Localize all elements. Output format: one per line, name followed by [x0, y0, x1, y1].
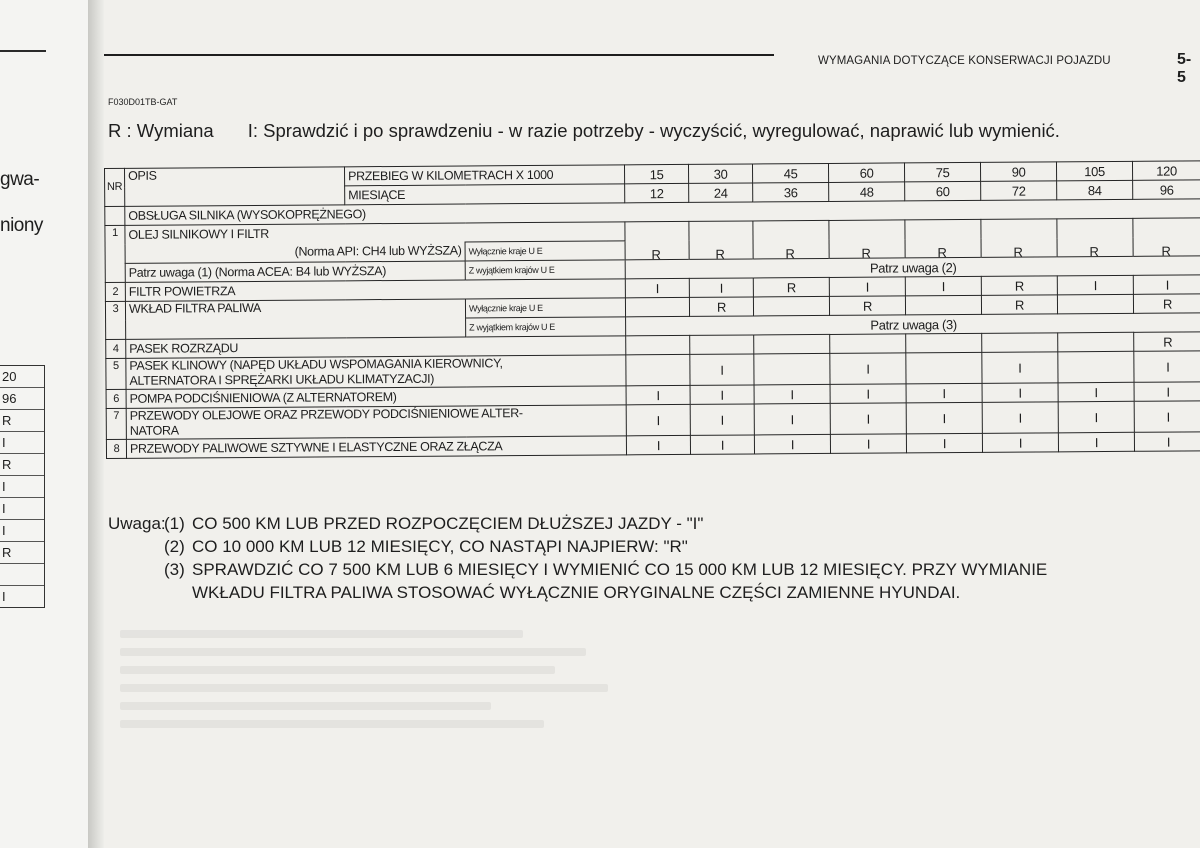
- value-cell: [626, 335, 690, 354]
- condition-label: Z wyjątkiem krajów U E: [465, 260, 625, 280]
- section-nr: [105, 206, 125, 225]
- condition-label: Z wyjątkiem krajów U E: [466, 317, 626, 337]
- adjacent-cell: R: [0, 542, 44, 564]
- value-cell: I: [906, 383, 982, 403]
- month-cell: 96: [1133, 180, 1200, 199]
- note-3: [108, 558, 1047, 581]
- value-cell: R: [651, 246, 661, 262]
- note-number: (3): [164, 560, 185, 579]
- adjacent-cell: R: [0, 454, 44, 476]
- value-cell: I: [982, 433, 1058, 453]
- row-nr: 2: [105, 282, 125, 301]
- document-code: F030D01TB-GAT: [108, 97, 178, 107]
- value-cell: I: [626, 404, 690, 435]
- row-title: WKŁAD FILTRA PALIWA: [125, 299, 465, 320]
- header-opis: OPIS: [125, 167, 345, 207]
- value-cell: I: [754, 403, 830, 435]
- value-cell: I: [754, 384, 830, 404]
- row-nr: 5: [106, 358, 126, 389]
- value-cell: [625, 297, 689, 316]
- row-title: POMPA PODCIŚNIENIOWA (Z ALTERNATOREM): [126, 386, 626, 408]
- header-rule: [104, 54, 774, 56]
- month-cell: 60: [905, 181, 981, 201]
- value-cell: I: [982, 383, 1058, 403]
- km-cell: 45: [752, 163, 828, 183]
- value-cell: I: [906, 433, 982, 453]
- km-cell: 30: [688, 164, 752, 183]
- row-subtitle: (Norma API: CH4 lub WYŻSZA): [125, 242, 465, 263]
- value-cell: I: [982, 402, 1058, 434]
- show-through-text: [120, 620, 1180, 738]
- maintenance-schedule-table: [104, 160, 1200, 459]
- value-cell: [906, 333, 982, 353]
- adjacent-page: [0, 0, 89, 848]
- header-nr: NR: [105, 168, 125, 206]
- row-nr: 7: [106, 408, 126, 439]
- value-cell: R: [829, 296, 905, 316]
- value-cell: [690, 335, 754, 354]
- adjacent-cell: I: [0, 476, 44, 498]
- value-cell: I: [1133, 275, 1200, 294]
- value-cell: I: [982, 352, 1058, 384]
- value-cell: I: [690, 435, 754, 454]
- km-cell: 75: [904, 162, 980, 182]
- value-cell: I: [689, 278, 753, 297]
- adjacent-cell: 96: [0, 388, 44, 410]
- row-nr: 1: [105, 225, 125, 282]
- value-cell: R: [861, 245, 871, 261]
- adjacent-cell: I: [0, 498, 44, 520]
- value-cell: I: [1134, 351, 1200, 382]
- value-cell: R: [937, 244, 947, 260]
- adjacent-cell: I: [0, 432, 44, 454]
- row-nr: 3: [105, 301, 125, 339]
- value-cell: R: [981, 295, 1057, 315]
- value-cell: I: [690, 404, 754, 435]
- note-span-cell: Patrz uwaga (2): [625, 256, 1200, 279]
- value-cell: I: [690, 385, 754, 404]
- running-header: WYMAGANIA DOTYCZĄCE KONSERWACJI POJAZDU: [818, 55, 1111, 67]
- adjacent-table-column: [0, 365, 45, 608]
- value-cell: R: [753, 277, 829, 297]
- value-cell: [906, 352, 982, 384]
- value-cell: [905, 295, 981, 315]
- value-cell: I: [830, 384, 906, 404]
- value-cell: [754, 353, 830, 385]
- value-cell: I: [1058, 401, 1134, 433]
- month-cell: 72: [981, 181, 1057, 201]
- book-gutter: [88, 0, 104, 848]
- month-cell: 12: [625, 183, 689, 202]
- row-title: PASEK KLINOWY (NAPĘD UKŁADU WSPOMAGANIA KIEROWNICY, ALTERNATORA I SPRĘŻARKI UKŁADU KLIMATYZACJI): [126, 355, 626, 389]
- adjacent-cell: R: [0, 410, 44, 432]
- km-cell: 120: [1132, 161, 1200, 180]
- value-cell: [626, 354, 690, 385]
- notes-block: [108, 512, 1047, 604]
- note-number: (1): [164, 514, 185, 533]
- km-cell: 90: [980, 162, 1056, 182]
- value-cell: I: [626, 435, 690, 454]
- month-cell: 24: [689, 183, 753, 202]
- value-cell: R: [689, 297, 753, 316]
- value-cell: I: [830, 403, 906, 435]
- condition-label: Wyłącznie kraje U E: [465, 298, 625, 318]
- note-text: CO 500 KM LUB PRZED ROZPOCZĘCIEM DŁUŻSZEJ JAZDY - "I": [192, 514, 704, 533]
- value-cell: I: [906, 402, 982, 434]
- note-text: SPRAWDZIĆ CO 7 500 KM LUB 6 MIESIĘCY I WYMIENIĆ CO 15 000 KM LUB 12 MIESIĘCY. PRZY WYMIANIE: [192, 560, 1048, 579]
- row-title: FILTR POWIETRZA: [125, 279, 625, 301]
- value-cell: R: [1089, 243, 1099, 259]
- row-title: PASEK ROZRZĄDU: [126, 336, 626, 358]
- adjacent-cell: I: [0, 520, 44, 542]
- adjacent-word-2: niony: [0, 215, 43, 236]
- value-cell: [754, 334, 830, 354]
- month-cell: 84: [1057, 180, 1133, 200]
- value-cell: R: [1133, 294, 1200, 313]
- value-cell: [982, 333, 1058, 353]
- value-cell: I: [1058, 432, 1134, 452]
- page-number: 5-5: [1177, 51, 1192, 86]
- legend-inspect: I: Sprawdzić i po sprawdzeniu - w razie potrzeby - wyczyścić, wyregulować, naprawić lub wymienić.: [247, 120, 1060, 141]
- km-cell: 15: [624, 164, 688, 183]
- note-2: [108, 535, 1047, 558]
- value-cell: R: [715, 246, 725, 262]
- month-cell: 48: [829, 182, 905, 202]
- month-cell: 36: [753, 182, 829, 202]
- value-cell: R: [1134, 332, 1200, 351]
- adjacent-page-rule: [0, 50, 46, 52]
- adjacent-word-1: gwa-: [0, 169, 40, 190]
- adjacent-cell: 20: [0, 366, 44, 388]
- value-cell: I: [625, 278, 689, 297]
- row-title: PRZEWODY PALIWOWE SZTYWNE I ELASTYCZNE ORAZ ZŁĄCZA: [126, 436, 626, 458]
- value-cell: I: [1058, 382, 1134, 402]
- header-km: PRZEBIEG W KILOMETRACH X 1000: [344, 165, 624, 186]
- note-text: CO 10 000 KM LUB 12 MIESIĘCY, CO NASTĄPI NAJPIERW: "R": [192, 537, 688, 556]
- value-cell: I: [754, 434, 830, 454]
- header-months: MIESIĄCE: [345, 184, 625, 205]
- value-cell: [830, 334, 906, 354]
- value-cell: R: [1161, 243, 1171, 259]
- value-cell: R: [785, 245, 795, 261]
- notes-label: Uwaga:: [108, 514, 166, 533]
- value-cell: I: [690, 354, 754, 385]
- value-cell: [1058, 332, 1134, 352]
- value-cell: I: [1134, 382, 1200, 401]
- legend-replace: R : Wymiana: [108, 120, 214, 141]
- value-cell: I: [1134, 432, 1200, 451]
- row-title: PRZEWODY OLEJOWE ORAZ PRZEWODY PODCIŚNIENIOWE ALTER- NATORA: [126, 405, 626, 439]
- km-cell: 60: [828, 163, 904, 183]
- note-1: [108, 512, 1047, 535]
- value-cell: I: [830, 353, 906, 385]
- adjacent-cell: [0, 564, 44, 586]
- row-nr: 8: [106, 439, 126, 458]
- value-cell: [753, 296, 829, 316]
- row-title: OLEJ SILNIKOWY I FILTR: [125, 222, 625, 244]
- value-cell: R: [1013, 244, 1023, 260]
- note-span-cell: Patrz uwaga (3): [626, 313, 1200, 336]
- value-cell: I: [905, 276, 981, 296]
- value-cell: I: [1057, 275, 1133, 295]
- section-title: OBSŁUGA SILNIKA (WYSOKOPRĘŻNEGO): [125, 199, 1200, 226]
- value-cell: R: [981, 276, 1057, 296]
- row-nr: 6: [106, 389, 126, 408]
- legend: [108, 120, 1060, 142]
- row-subtitle: Patrz uwaga (1) (Norma ACEA: B4 lub WYŻSZA): [125, 261, 465, 282]
- value-cell: I: [830, 434, 906, 454]
- value-cell: I: [626, 385, 690, 404]
- value-cell: I: [1134, 401, 1200, 432]
- note-number: (2): [164, 537, 185, 556]
- km-cell: 105: [1056, 161, 1132, 181]
- condition-label: Wyłącznie kraje U E: [465, 241, 625, 261]
- value-cell: I: [829, 277, 905, 297]
- adjacent-cell: I: [2, 589, 6, 604]
- note-3-continuation: WKŁADU FILTRA PALIWA STOSOWAĆ WYŁĄCZNIE ORYGINALNE CZĘŚCI ZAMIENNE HYUNDAI.: [192, 583, 961, 602]
- value-cell: [1057, 294, 1133, 314]
- value-cell: [1058, 351, 1134, 383]
- row-nr: 4: [106, 339, 126, 358]
